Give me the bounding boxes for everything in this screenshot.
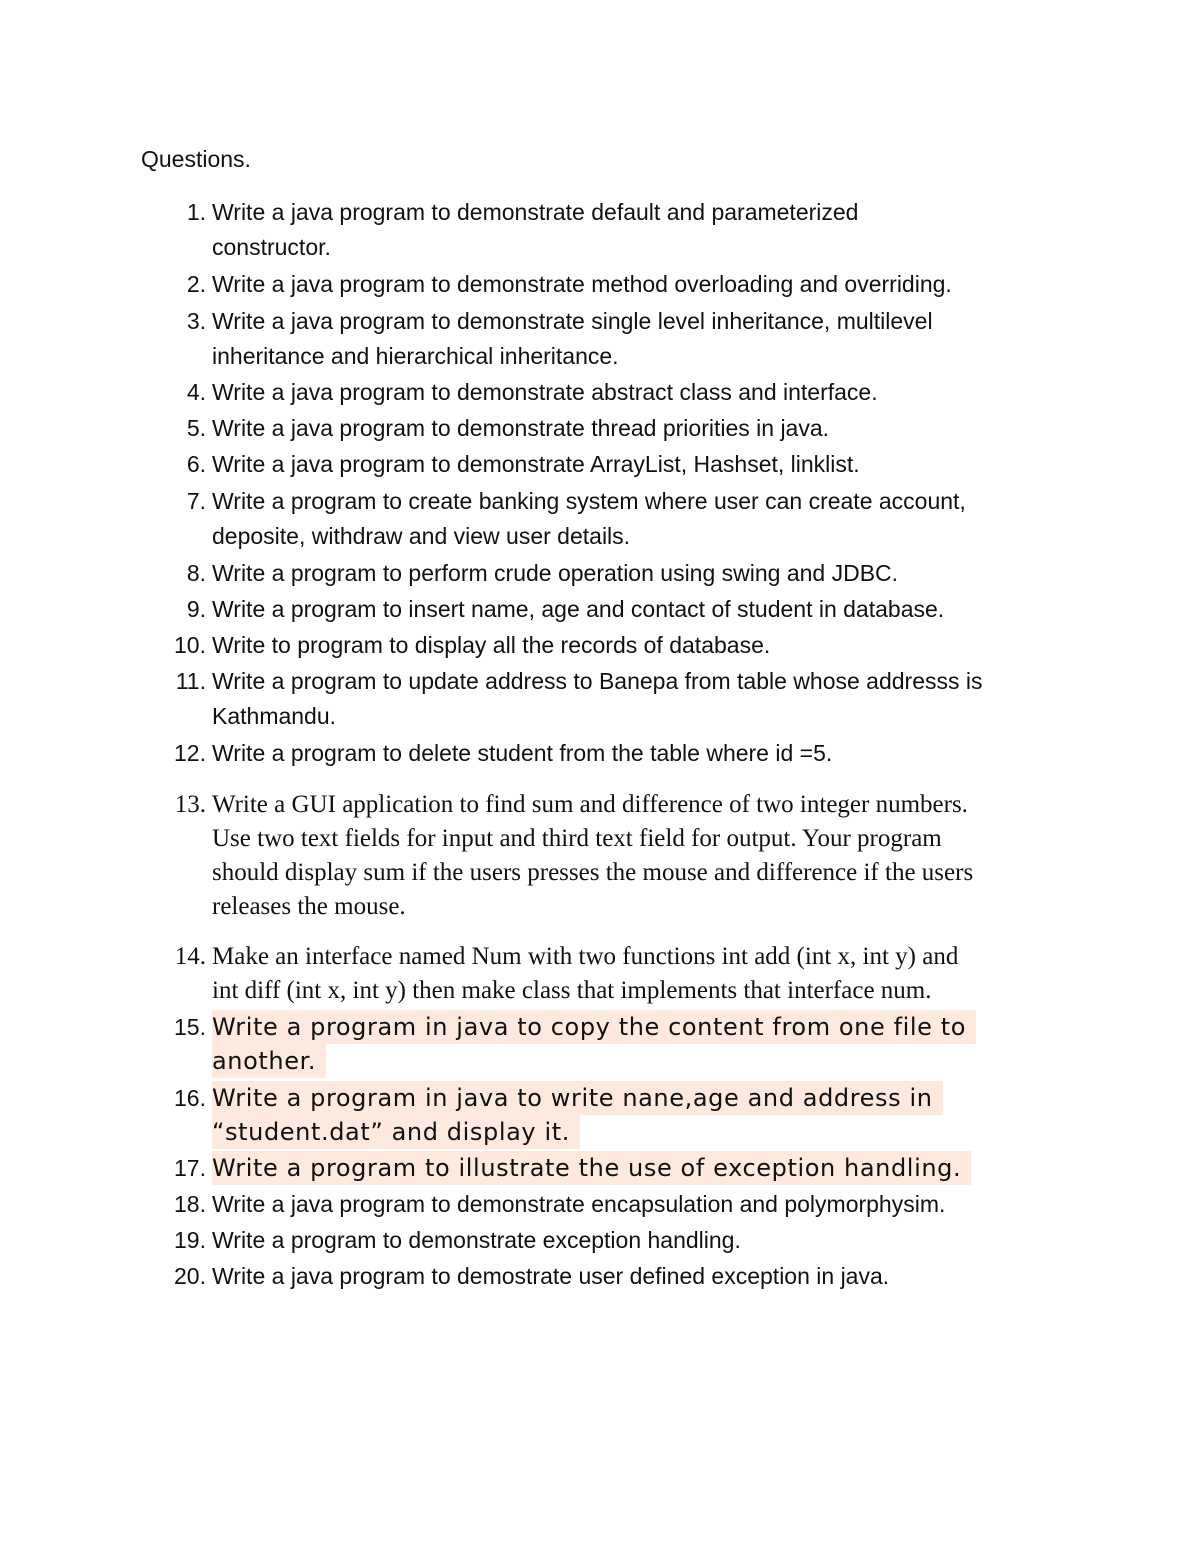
question-text-line: inheritance and hierarchical inheritance.	[212, 343, 619, 369]
question-text	[212, 1010, 976, 1078]
question-text-line: Write a GUI application to find sum and difference of two integer numbers.	[212, 791, 968, 818]
question-text-line: should display sum if the users presses the mouse and difference if the users	[212, 859, 974, 886]
question-number: 1.	[186, 199, 206, 225]
question-number: 16.	[174, 1085, 206, 1111]
question-number: 11.	[175, 668, 206, 694]
question-number: 3.	[186, 308, 206, 334]
question-text-line: deposite, withdraw and view user details.	[212, 523, 631, 549]
question-text	[212, 1223, 741, 1258]
question-text	[212, 664, 983, 734]
question-number: 12.	[174, 740, 206, 766]
question-text	[212, 940, 958, 1008]
question-number: 15.	[174, 1014, 206, 1040]
question-text	[212, 195, 858, 265]
question-text-line: Write a program to illustrate the use of exception handling.	[212, 1151, 971, 1185]
question-text-line: Write a program to perform crude operation using swing and JDBC.	[212, 560, 899, 586]
question-text-line: Write a java program to demostrate user defined exception in java.	[212, 1263, 890, 1289]
question-text-line: Kathmandu.	[212, 703, 337, 729]
question-number: 10.	[174, 632, 206, 658]
question-text-line: Write a program to insert name, age and contact of student in database.	[212, 596, 945, 622]
question-text-line: Write a program to delete student from the table where id =5.	[212, 740, 833, 766]
question-text	[212, 1151, 971, 1185]
question-text-line: Write a java program to demonstrate single level inheritance, multilevel	[212, 308, 933, 334]
question-text-line: “student.dat” and display it.	[212, 1115, 580, 1149]
question-number: 17.	[174, 1155, 206, 1181]
question-text	[212, 556, 898, 591]
question-number: 18.	[174, 1191, 206, 1217]
question-text	[212, 375, 878, 410]
question-text-line: Write a java program to demonstrate ArrayList, Hashset, linklist.	[212, 451, 860, 477]
question-number: 20.	[174, 1263, 206, 1289]
question-text	[212, 267, 952, 302]
question-text-line: Use two text fields for input and third text field for output. Your program	[212, 825, 942, 852]
question-text	[212, 592, 944, 627]
question-text-line: int diff (int x, int y) then make class that implements that interface num.	[212, 977, 932, 1004]
question-number: 9.	[186, 596, 206, 622]
question-text	[212, 628, 770, 663]
question-text	[212, 447, 860, 482]
question-text	[212, 1187, 945, 1222]
question-text-line: Write a java program to demonstrate encapsulation and polymorphysim.	[212, 1191, 946, 1217]
question-number: 8.	[186, 560, 206, 586]
question-text-line: Write a program to create banking system where user can create account,	[212, 488, 966, 514]
question-text-line: Write a java program to demonstrate method overloading and overriding.	[212, 271, 952, 297]
question-text-line: Write a program to update address to Banepa from table whose addresss is	[212, 668, 983, 694]
question-number: 14.	[174, 943, 206, 970]
question-text-line: releases the mouse.	[212, 893, 406, 920]
question-text	[212, 1259, 889, 1294]
question-number: 4.	[186, 379, 206, 405]
question-text-line: Write to program to display all the records of database.	[212, 632, 771, 658]
question-number: 19.	[174, 1227, 206, 1253]
question-text-line: Write a java program to demonstrate thread priorities in java.	[212, 415, 830, 441]
question-number: 5.	[186, 415, 206, 441]
document-heading: Questions.	[141, 146, 251, 172]
question-text-line: Write a java program to demonstrate default and parameterized	[212, 199, 859, 225]
question-number: 6.	[186, 451, 206, 477]
question-text-line: Write a java program to demonstrate abstract class and interface.	[212, 379, 878, 405]
question-text	[212, 411, 829, 446]
question-text-line: Write a program to demonstrate exception handling.	[212, 1227, 741, 1253]
question-text-line: another.	[212, 1044, 326, 1078]
question-text-line: Write a program in java to write nane,age and address in	[212, 1081, 943, 1115]
question-text	[212, 736, 832, 771]
question-number: 7.	[186, 488, 206, 514]
question-text	[212, 1081, 943, 1149]
question-number: 2.	[186, 271, 206, 297]
question-text-line: Write a program in java to copy the content from one file to	[212, 1010, 976, 1044]
question-number: 13.	[174, 791, 206, 818]
question-text	[212, 304, 933, 374]
question-text-line: Make an interface named Num with two functions int add (int x, int y) and	[212, 943, 959, 970]
question-text	[212, 788, 973, 924]
question-text-line: constructor.	[212, 234, 331, 260]
question-text	[212, 484, 966, 554]
